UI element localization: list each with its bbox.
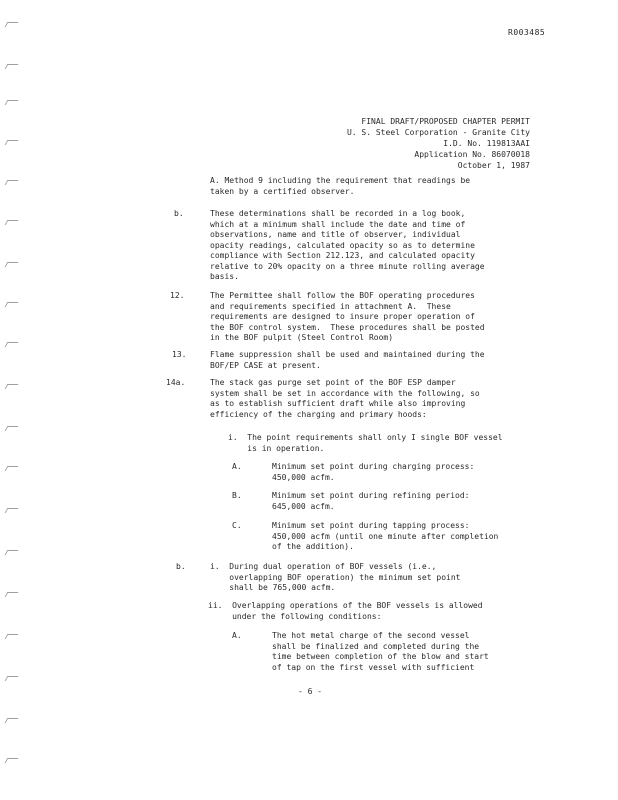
paragraph-single-vessel: i. The point requirements shall only I single BOF vessel is in operation. <box>228 433 503 453</box>
header-id-number: I.D. No. 119813AAI <box>443 139 530 148</box>
binding-hole-mark <box>5 262 19 267</box>
paragraph-condition-14a: The stack gas purge set point of the BOF ESP damper system shall be set in accordance with the following, so as to establish sufficient draft while also improving efficiency of the charging and primary hoods: <box>210 378 480 419</box>
binding-hole-mark <box>5 508 19 513</box>
header-title: FINAL DRAFT/PROPOSED CHAPTER PERMIT <box>361 117 530 126</box>
binding-hole-mark <box>5 342 19 347</box>
binding-hole-mark <box>5 384 19 389</box>
item-marker-C: C. <box>232 521 242 530</box>
binding-hole-mark <box>5 550 19 555</box>
binding-hole-mark <box>5 100 19 105</box>
binding-hole-mark <box>5 634 19 639</box>
binding-hole-mark <box>5 22 19 27</box>
binding-hole-mark <box>5 220 19 225</box>
binding-hole-mark <box>5 180 19 185</box>
item-marker-b: b. <box>174 209 184 218</box>
paragraph-refining-setpoint: Minimum set point during refining period: 645,000 acfm. <box>272 491 470 511</box>
binding-hole-mark <box>5 718 19 723</box>
document-id: R003485 <box>508 28 546 37</box>
paragraph-dual-operation: i. During dual operation of BOF vessels (i.e., overlapping BOF operation) the minimum set point shall be 765,000 acfm. <box>210 562 461 592</box>
header-application-number: Application No. 86070018 <box>414 150 530 159</box>
item-marker-A: A. <box>232 462 242 471</box>
item-marker-14a: 14a. <box>166 378 186 387</box>
item-marker-12: 12. <box>170 291 185 300</box>
binding-hole-mark <box>5 140 19 145</box>
item-marker-b2: b. <box>176 562 186 571</box>
paragraph-condition-13: Flame suppression shall be used and maintained during the BOF/EP CASE at present. <box>210 350 485 370</box>
paragraph-tapping-setpoint: Minimum set point during tapping process: 450,000 acfm (until one minute after completion of the addition). <box>272 521 499 551</box>
paragraph-charging-setpoint: Minimum set point during charging process: 450,000 acfm. <box>272 462 475 482</box>
binding-hole-mark <box>5 426 19 431</box>
paragraph-overlapping-operations: ii. Overlapping operations of the BOF vessels is allowed under the following conditions: <box>208 601 483 621</box>
binding-hole-mark <box>5 676 19 681</box>
item-marker-B: B. <box>232 491 242 500</box>
header-company: U. S. Steel Corporation - Granite City <box>346 128 530 137</box>
binding-hole-mark <box>5 64 19 69</box>
paragraph-log-book: These determinations shall be recorded in a log book, which at a minimum shall include the date and time of observations, name and title of observer, individual opacity readings, calculated opacity so as to determine compliance with Section 212.123, and calculated opacity relative to 20% opacity on a three minute rolling average basis. <box>210 209 485 281</box>
header-date: October 1, 1987 <box>457 161 530 170</box>
item-marker-A2: A. <box>232 631 242 640</box>
binding-hole-mark <box>5 592 19 597</box>
document-header <box>270 116 530 171</box>
item-marker-13: 13. <box>172 350 187 359</box>
page-number: - 6 - <box>298 687 323 696</box>
binding-hole-mark <box>5 302 19 307</box>
paragraph-method-9: A. Method 9 including the requirement that readings be taken by a certified observer. <box>210 176 471 196</box>
paragraph-hot-metal-charge: The hot metal charge of the second vessel shall be finalized and completed during the time between completion of the blow and start of tap on the first vessel with sufficient <box>272 631 489 672</box>
paragraph-condition-12: The Permittee shall follow the BOF operating procedures and requirements specified in attachment A. These requirements are designed to insure proper operation of the BOF control system. These procedures shall be posted in the BOF pulpit (Steel Control Room) <box>210 291 485 342</box>
binding-hole-mark <box>5 758 19 763</box>
binding-hole-mark <box>5 466 19 471</box>
